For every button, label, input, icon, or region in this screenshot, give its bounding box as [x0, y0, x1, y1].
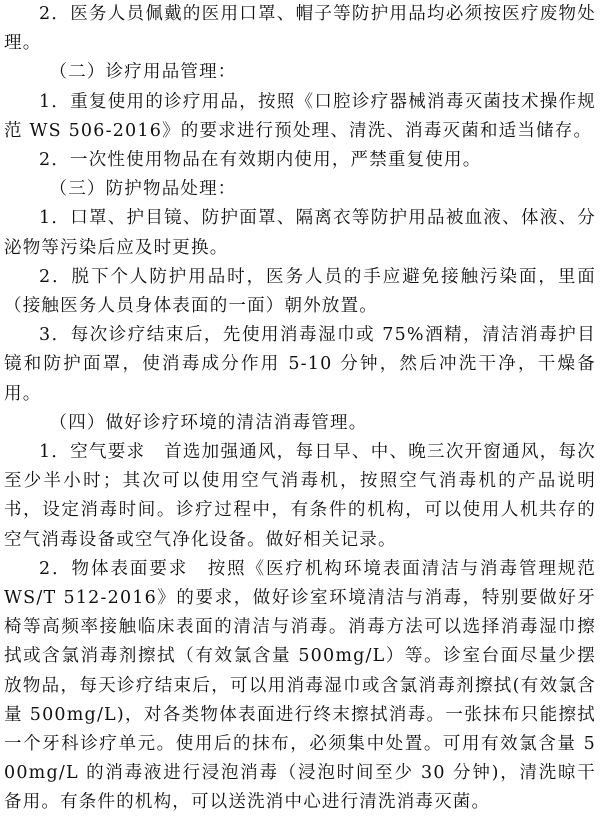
heading-environment-cleaning: （四）做好诊疗环境的清洁消毒管理。 — [49, 412, 368, 433]
para-reusable-items: 1．重复使用的诊疗用品，按照《口腔诊疗器械消毒灭菌技术操作规范 WS 506-2016》的要求进行预处理、清洗、消毒灭菌和适当储存。 — [4, 91, 596, 141]
para-cleaning-goggles: 3．每次诊疗结束后，先使用消毒湿巾或 75%酒精，清洁消毒护目镜和防护面罩，使消毒成分作用 5-10 分钟，然后冲洗干净，干燥备用。 — [4, 325, 596, 404]
document-page — [4, 0, 596, 813]
para-removing-ppe: 2．脱下个人防护用品时，医务人员的手应避免接触污染面，里面（接触医务人员身体表面的一面）朝外放置。 — [4, 266, 596, 317]
heading-clinic-supplies: （二）诊疗用品管理： — [49, 62, 237, 83]
para-ppe-disposal: 2．医务人员佩戴的医用口罩、帽子等防护用品均必须按医疗废物处理。 — [4, 4, 596, 54]
para-air-requirements: 1．空气要求 首选加强通风，每日早、中、晚三次开窗通风，每次至少半小时；其次可以使用空气消毒机，按照空气消毒机的产品说明书，设定消毒时间。诊疗过程中，有条件的机构，可以使用人机共存的空气消毒设备或空气净化设备。做好相关记录。 — [4, 442, 596, 550]
para-disposable-items: 2．一次性使用物品在有效期内使用，严禁重复使用。 — [39, 150, 482, 171]
para-replace-contaminated: 1．口罩、护目镜、防护面罩、隔离衣等防护用品被血液、体液、分泌物等污染后应及时更换。 — [4, 208, 596, 258]
para-surface-requirements: 2．物体表面要求 按照《医疗机构环境表面清洁与消毒管理规范 WS/T 512-2016》的要求，做好诊室环境清洁与消毒，特别要做好牙椅等高频率接触临床表面的清洁与消毒。消毒方法可以选择消毒湿巾擦拭或含氯消毒剂擦拭（有效氯含量 500mg/L）等。诊室台面尽量少摆放物品，每天诊疗结束后，可以用消毒湿巾或含氯消毒剂擦拭(有效氯含量 500mg/L)，对各类物体表面进行终末擦拭消毒。一张抹布只能擦拭一个牙科诊疗单元。使用后的抹布，必须集中处置。可用有效氯含量 500mg/L 的消毒液进行浸泡消毒（浸泡时间至少 30 分钟)，清洗晾干备用。有条件的机构，可以送洗消中心进行清洗消毒灭菌。 — [4, 558, 596, 813]
heading-protective-items: （三）防护物品处理： — [49, 179, 237, 200]
